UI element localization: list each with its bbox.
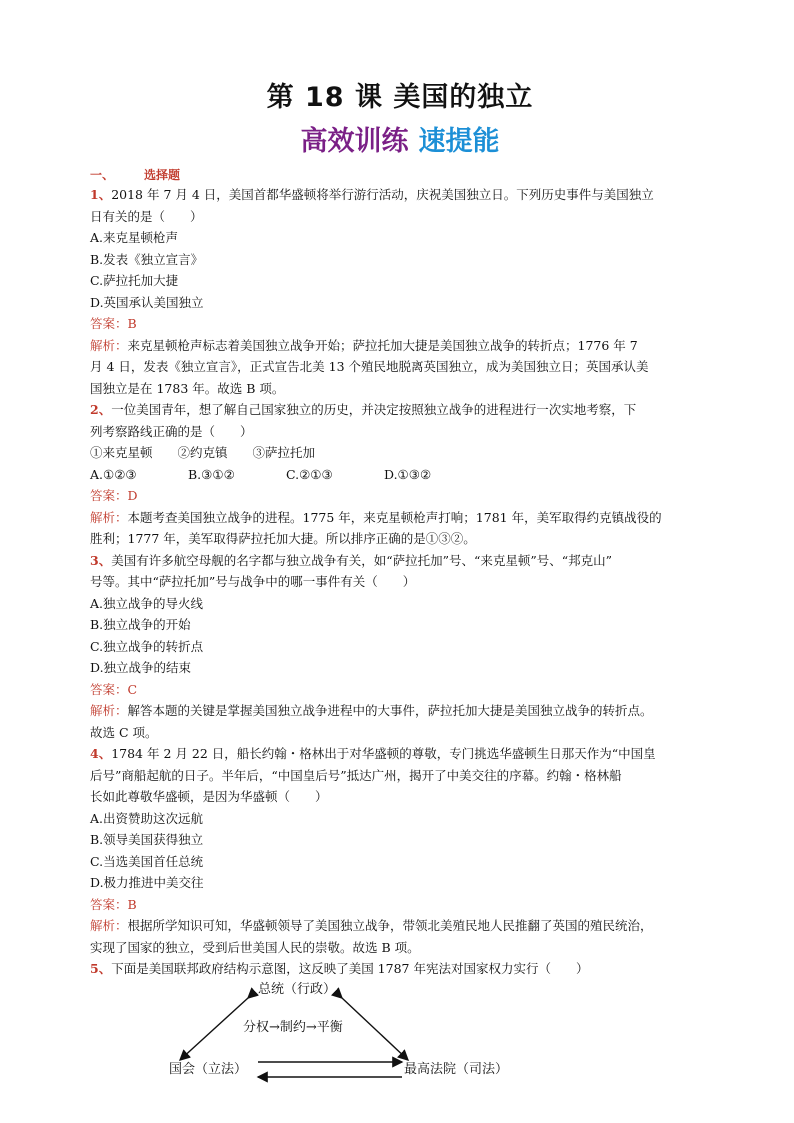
option-c: C.当选美国首任总统 [90,853,204,869]
explanation-label: 解析： [90,337,128,353]
option-c: C.独立战争的转折点 [90,638,204,654]
question-text: 下面是美国联邦政府结构示意图，这反映了美国 1787 年宪法对国家权力实行（ ） [111,961,589,976]
option-d: D.①③② [384,466,432,482]
node-supreme-court: 最高法院（司法） [404,1061,509,1077]
diagram-center-label: 分权→制约→平衡 [243,1019,343,1035]
option-b: B.领导美国获得独立 [90,832,204,847]
question-text-cont: 列考察路线正确的是（ ） [90,423,253,439]
explanation-text-cont: 国独立是在 1783 年。故选 B 项。 [90,380,285,396]
explanation-text: 本题考查美国独立战争的进程。1775 年，来克星顿枪声打响；1781 年，美军取得约克镇战役的 [127,509,662,525]
explanation-text-cont: 胜利；1777 年，美军取得萨拉托加大捷。所以排序正确的是①③②。 [90,531,476,546]
question-text: 2018 年 7 月 4 日，美国首都华盛顿将举行游行活动，庆祝美国独立日。下列历史事件与美国独立 [111,187,654,202]
option-c: C.萨拉托加大捷 [90,273,179,288]
section-number: 一、 [90,168,115,182]
option-b: B.③①② [188,466,235,482]
option-a: A.①②③ [90,466,137,482]
explanation-text: 解答本题的关键是掌握美国独立战争进程中的大事件，萨拉托加大捷是美国独立战争的转折点。 [127,703,653,718]
answer: 答案：C [90,681,138,697]
option-a: A.独立战争的导火线 [90,595,204,611]
question-text-cont: 长如此尊敬华盛顿，是因为华盛顿（ ） [90,789,328,804]
place-list: ①来克星顿 ②约克镇 ③萨拉托加 [90,445,316,460]
question-text-cont: 后号”商船起航的日子。半年后，“中国皇后号”抵达广州，揭开了中美交往的序幕。约翰・格林船 [90,767,622,783]
question-text-cont: 日有关的是（ ） [90,208,203,224]
question-stem [90,743,710,765]
question-text: 一位美国青年，想了解自己国家独立的历史，并决定按照独立战争的进程进行一次实地考察，下 [111,402,637,417]
question-stem [90,184,710,206]
option-c: C.②①③ [286,466,333,482]
question-number: 1、 [90,187,112,202]
page-subtitle [90,122,710,162]
option-row [90,464,710,486]
question-number: 5、 [90,961,112,976]
explanation-label: 解析： [90,918,128,933]
answer: 答案：D [90,488,138,503]
option-d: D.独立战争的结束 [90,660,192,675]
subtitle-part2: 速提能 [418,126,500,157]
node-congress: 国会（立法） [169,1061,248,1077]
explanation-label: 解析： [90,509,128,525]
explanation-text-cont: 故选 C 项。 [90,724,158,740]
question-3 [90,550,710,744]
answer: 答案：B [90,316,137,331]
section-heading [90,166,710,184]
question-text: 美国有许多航空母舰的名字都与独立战争有关，如“萨拉托加”号、“来克星顿”号、“邦克山” [111,552,613,568]
question-number: 2、 [90,402,112,417]
explanation-text-cont: 实现了国家的独立，受到后世美国人民的崇敬。故选 B 项。 [90,939,420,955]
subtitle-part1: 高效训练 [300,126,409,157]
question-stem [90,550,710,572]
section-label: 选择题 [144,168,181,182]
explanation-label: 解析： [90,703,128,718]
option-b: B.独立战争的开始 [90,617,191,632]
question-stem [90,958,710,980]
option-d: D.极力推进中美交往 [90,875,204,890]
page-title: 第 18 课 美国的独立 [266,82,534,113]
explanation [90,507,710,529]
question-2 [90,399,710,550]
node-president: 总统（行政） [258,981,337,997]
explanation-text: 根据所学知识可知，华盛顿领导了美国独立战争，带领北美殖民地人民推翻了英国的殖民统治， [127,918,653,933]
question-text: 1784 年 2 月 22 日，船长约翰・格林出于对华盛顿的尊敬，专门挑选华盛顿生日那天作为“中国皇 [111,746,656,761]
question-text-cont: 号等。其中“萨拉托加”号与战争中的哪一事件有关（ ） [90,574,416,589]
government-structure-diagram [90,982,710,1092]
option-d: D.英国承认美国独立 [90,294,204,310]
question-number: 3、 [90,552,112,568]
question-stem [90,399,710,421]
explanation-text-cont: 月 4 日，发表《独立宣言》，正式宣告北美 13 个殖民地脱离英国独立，成为美国独立日；英国承认美 [90,359,649,374]
question-4 [90,743,710,958]
question-1 [90,184,710,399]
worksheet-page [90,78,710,1092]
question-5 [90,958,710,1092]
answer: 答案：B [90,896,137,912]
option-a: A.出资赞助这次远航 [90,810,204,826]
explanation [90,335,710,357]
option-a: A.来克星顿枪声 [90,230,179,245]
explanation [90,700,710,722]
option-b: B.发表《独立宣言》 [90,251,204,267]
explanation-text: 来克星顿枪声标志着美国独立战争开始；萨拉托加大捷是美国独立战争的转折点；1776 年 7 [127,337,638,353]
arrow-president-court [342,998,408,1060]
explanation [90,915,710,937]
arrow-president-congress [180,998,248,1060]
question-number: 4、 [90,746,112,761]
